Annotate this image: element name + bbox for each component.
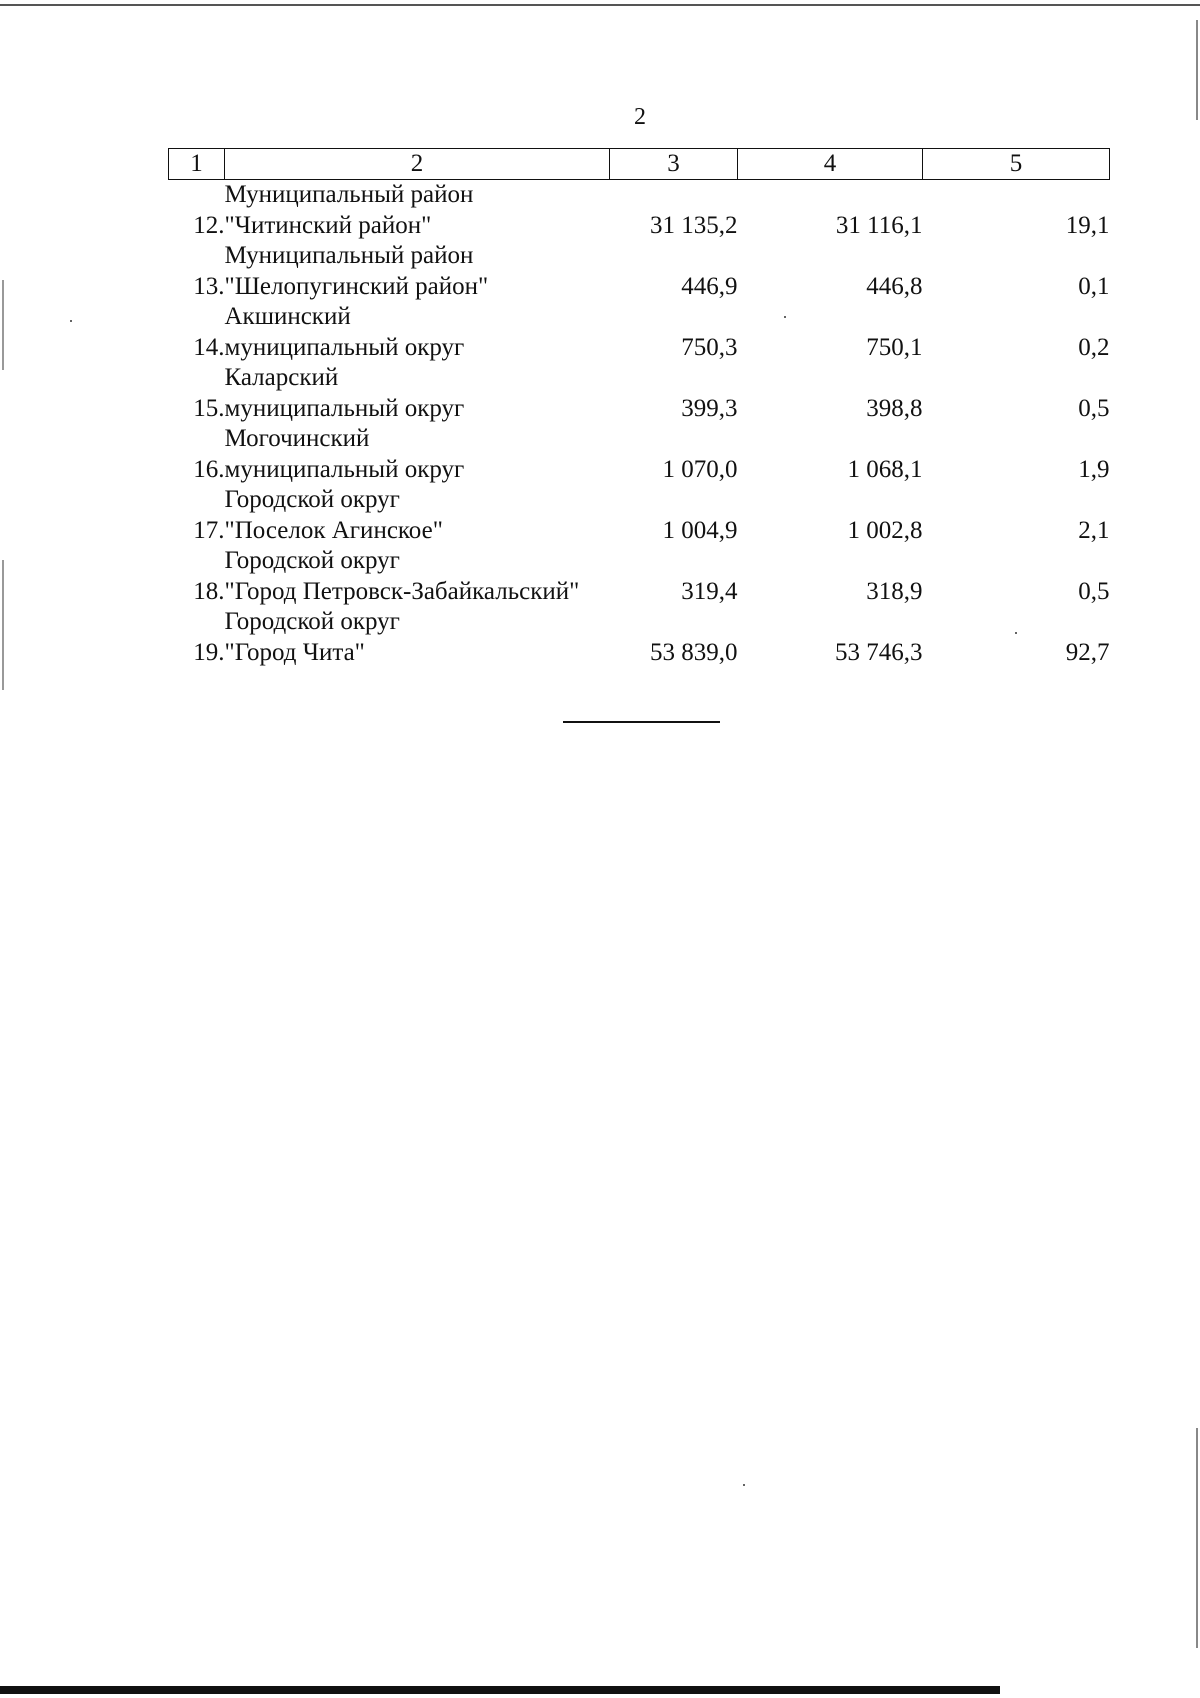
scan-edge-left	[2, 280, 4, 370]
value-col-4: 53 746,3	[835, 638, 923, 666]
scan-speck	[70, 320, 72, 322]
value-col-3: 53 839,0	[650, 638, 738, 666]
row-number: 15.	[193, 394, 225, 422]
name-line-1: Городской округ	[224, 486, 400, 513]
value-col-5: 0,2	[1078, 333, 1110, 361]
name-line-1: Каларский	[224, 364, 339, 391]
name-line-2: муниципальный округ	[224, 455, 465, 483]
page-number: 2	[634, 104, 646, 130]
name-line-2: "Читинский район"	[224, 211, 432, 239]
row-number: 19.	[193, 638, 225, 666]
value-col-5: 19,1	[1065, 211, 1110, 239]
value-col-4: 1 002,8	[847, 516, 923, 544]
header-col-1: 1	[169, 149, 225, 180]
name-line-2: "Город Чита"	[224, 638, 365, 666]
row-number: 17.	[193, 516, 225, 544]
table-header	[169, 149, 1110, 180]
value-col-4: 31 116,1	[835, 211, 923, 239]
table-row	[169, 241, 1110, 302]
municipality-name	[225, 241, 610, 302]
name-line-2: "Шелопугинский район"	[224, 272, 489, 300]
value-col-3: 1 004,9	[662, 516, 738, 544]
value-col-4: 446,8	[866, 272, 923, 300]
value-col-4: 1 068,1	[847, 455, 923, 483]
name-line-2: муниципальный округ	[224, 394, 465, 422]
table-row	[169, 424, 1110, 485]
name-line-2: "Поселок Агинское"	[224, 516, 443, 544]
name-line-2: муниципальный округ	[224, 333, 465, 361]
municipality-name	[225, 485, 610, 546]
row-number: 14.	[193, 333, 225, 361]
value-col-3: 1 070,0	[662, 455, 738, 483]
name-line-1: Могочинский	[224, 425, 370, 452]
header-col-2: 2	[225, 149, 610, 180]
value-col-3: 399,3	[681, 394, 738, 422]
value-col-5: 0,5	[1078, 394, 1110, 422]
row-number: 13.	[193, 272, 225, 300]
value-col-5: 1,9	[1078, 455, 1110, 483]
closing-rule	[563, 721, 720, 723]
name-line-1: Муниципальный район	[224, 242, 474, 269]
row-number: 18.	[193, 577, 225, 605]
scan-edge-top	[0, 4, 1200, 6]
table-row	[169, 607, 1110, 668]
table-row	[169, 180, 1110, 242]
table-body	[169, 180, 1110, 669]
budget-table-container	[168, 148, 1109, 668]
municipality-name	[225, 424, 610, 485]
municipality-name	[225, 607, 610, 668]
scan-edge-right-lower	[1196, 1428, 1198, 1648]
header-row	[169, 149, 1110, 180]
municipality-name	[225, 180, 610, 242]
table-row	[169, 302, 1110, 363]
budget-table	[168, 148, 1110, 668]
value-col-4: 318,9	[866, 577, 923, 605]
name-line-2: "Город Петровск-Забайкальский"	[224, 577, 580, 605]
table-row	[169, 485, 1110, 546]
table-row	[169, 546, 1110, 607]
value-col-5: 0,5	[1078, 577, 1110, 605]
municipality-name	[225, 302, 610, 363]
value-col-3: 31 135,2	[650, 211, 738, 239]
name-line-1: Акшинский	[224, 303, 351, 330]
value-col-4: 398,8	[866, 394, 923, 422]
value-col-3: 750,3	[681, 333, 738, 361]
value-col-3: 446,9	[681, 272, 738, 300]
name-line-1: Городской округ	[224, 547, 400, 574]
row-number: 12.	[193, 211, 225, 239]
name-line-1: Муниципальный район	[224, 181, 474, 208]
scan-speck	[743, 1484, 745, 1486]
municipality-name	[225, 546, 610, 607]
value-col-4: 750,1	[866, 333, 923, 361]
table-row	[169, 363, 1110, 424]
value-col-5: 92,7	[1065, 638, 1110, 666]
header-col-4: 4	[738, 149, 923, 180]
header-col-5: 5	[923, 149, 1110, 180]
row-number: 16.	[193, 455, 225, 483]
value-col-5: 0,1	[1078, 272, 1110, 300]
value-col-3: 319,4	[681, 577, 738, 605]
scan-edge-bottom	[0, 1686, 1000, 1694]
scan-edge-left-lower	[2, 560, 4, 690]
municipality-name	[225, 363, 610, 424]
name-line-1: Городской округ	[224, 608, 400, 635]
header-col-3: 3	[610, 149, 738, 180]
value-col-5: 2,1	[1078, 516, 1110, 544]
